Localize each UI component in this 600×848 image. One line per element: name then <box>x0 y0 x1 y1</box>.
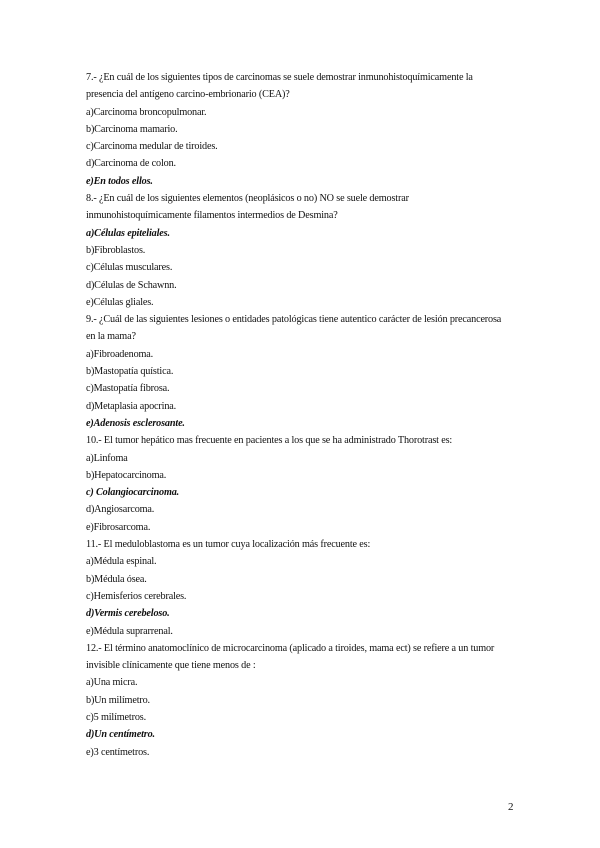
question-block <box>86 536 526 640</box>
question-stem-line: 11.- El meduloblastoma es un tumor cuya localización más frecuente es: <box>86 539 371 551</box>
question-stem-line: en la mama? <box>86 331 136 343</box>
question-block <box>86 190 526 311</box>
answer-option: d)Metaplasia apocrina. <box>86 400 177 412</box>
question-block <box>86 311 526 432</box>
page-number: 2 <box>508 801 514 813</box>
answer-option-correct: e)Adenosis esclerosante. <box>86 417 185 429</box>
question-stem-line: 8.- ¿En cuál de los siguientes elementos (neoplásicos o no) NO se suele demostrar <box>86 193 409 205</box>
answer-option: b)Carcinoma mamario. <box>86 123 178 135</box>
answer-option-correct: d)Un centímetro. <box>86 729 155 741</box>
question-stem-line: 9.- ¿Cuál de las siguientes lesiones o entidades patológicas tiene autentico carácter de lesión precancerosa <box>86 314 502 326</box>
answer-option: a)Una micra. <box>86 677 138 689</box>
answer-option: b)Fibroblastos. <box>86 244 146 256</box>
answer-option-correct: a)Células epiteliales. <box>86 227 170 239</box>
answer-option: e)3 centímetros. <box>86 746 150 758</box>
question-stem-line: inmunohistoquímicamente filamentos intermedios de Desmina? <box>86 210 338 222</box>
answer-option: e)Células gliales. <box>86 296 154 308</box>
answer-option: d)Carcinoma de colon. <box>86 158 176 170</box>
answer-option-correct: e)En todos ellos. <box>86 175 153 187</box>
question-block <box>86 69 526 190</box>
answer-option: a)Fibroadenoma. <box>86 348 154 360</box>
answer-option: a)Médula espinal. <box>86 556 157 568</box>
answer-option: c)Hemisferios cerebrales. <box>86 590 187 602</box>
answer-option-correct: c) Colangiocarcinoma. <box>86 487 180 499</box>
answer-option: d)Células de Schawnn. <box>86 279 177 291</box>
answer-option: e)Médula suprarrenal. <box>86 625 173 637</box>
answer-option: e)Fibrosarcoma. <box>86 521 151 533</box>
answer-option: c)Carcinoma medular de tiroides. <box>86 141 218 153</box>
question-stem-line: invisible clínicamente que tiene menos de : <box>86 660 256 672</box>
answer-option: c)Células musculares. <box>86 262 173 274</box>
question-block <box>86 640 526 761</box>
answer-option: a)Carcinoma broncopulmonar. <box>86 106 207 118</box>
question-list <box>86 69 526 761</box>
answer-option: c)Mastopatía fibrosa. <box>86 383 170 395</box>
answer-option: b)Hepatocarcinoma. <box>86 469 167 481</box>
answer-option: b)Mastopatía quística. <box>86 366 174 378</box>
answer-option: c)5 milímetros. <box>86 711 146 723</box>
question-block <box>86 432 526 536</box>
question-stem-line: 12.- El término anatomoclínico de microcarcinoma (aplicado a tiroides, mama ect) se refiere a un tumor <box>86 642 495 654</box>
question-stem-line: 10.- El tumor hepático mas frecuente en pacientes a los que se ha administrado Thorotrast es: <box>86 435 453 447</box>
question-stem-line: 7.- ¿En cuál de los siguientes tipos de carcinomas se suele demostrar inmunohistoquímicamente la <box>86 72 473 83</box>
answer-option: b)Un milímetro. <box>86 694 150 706</box>
answer-option-correct: d)Vermis cerebeloso. <box>86 608 170 620</box>
answer-option: b)Médula ósea. <box>86 573 147 585</box>
answer-option: d)Angiosarcoma. <box>86 504 155 516</box>
question-stem-line: presencia del antígeno carcino-embrionario (CEA)? <box>86 89 290 101</box>
answer-option: a)Linfoma <box>86 452 128 464</box>
